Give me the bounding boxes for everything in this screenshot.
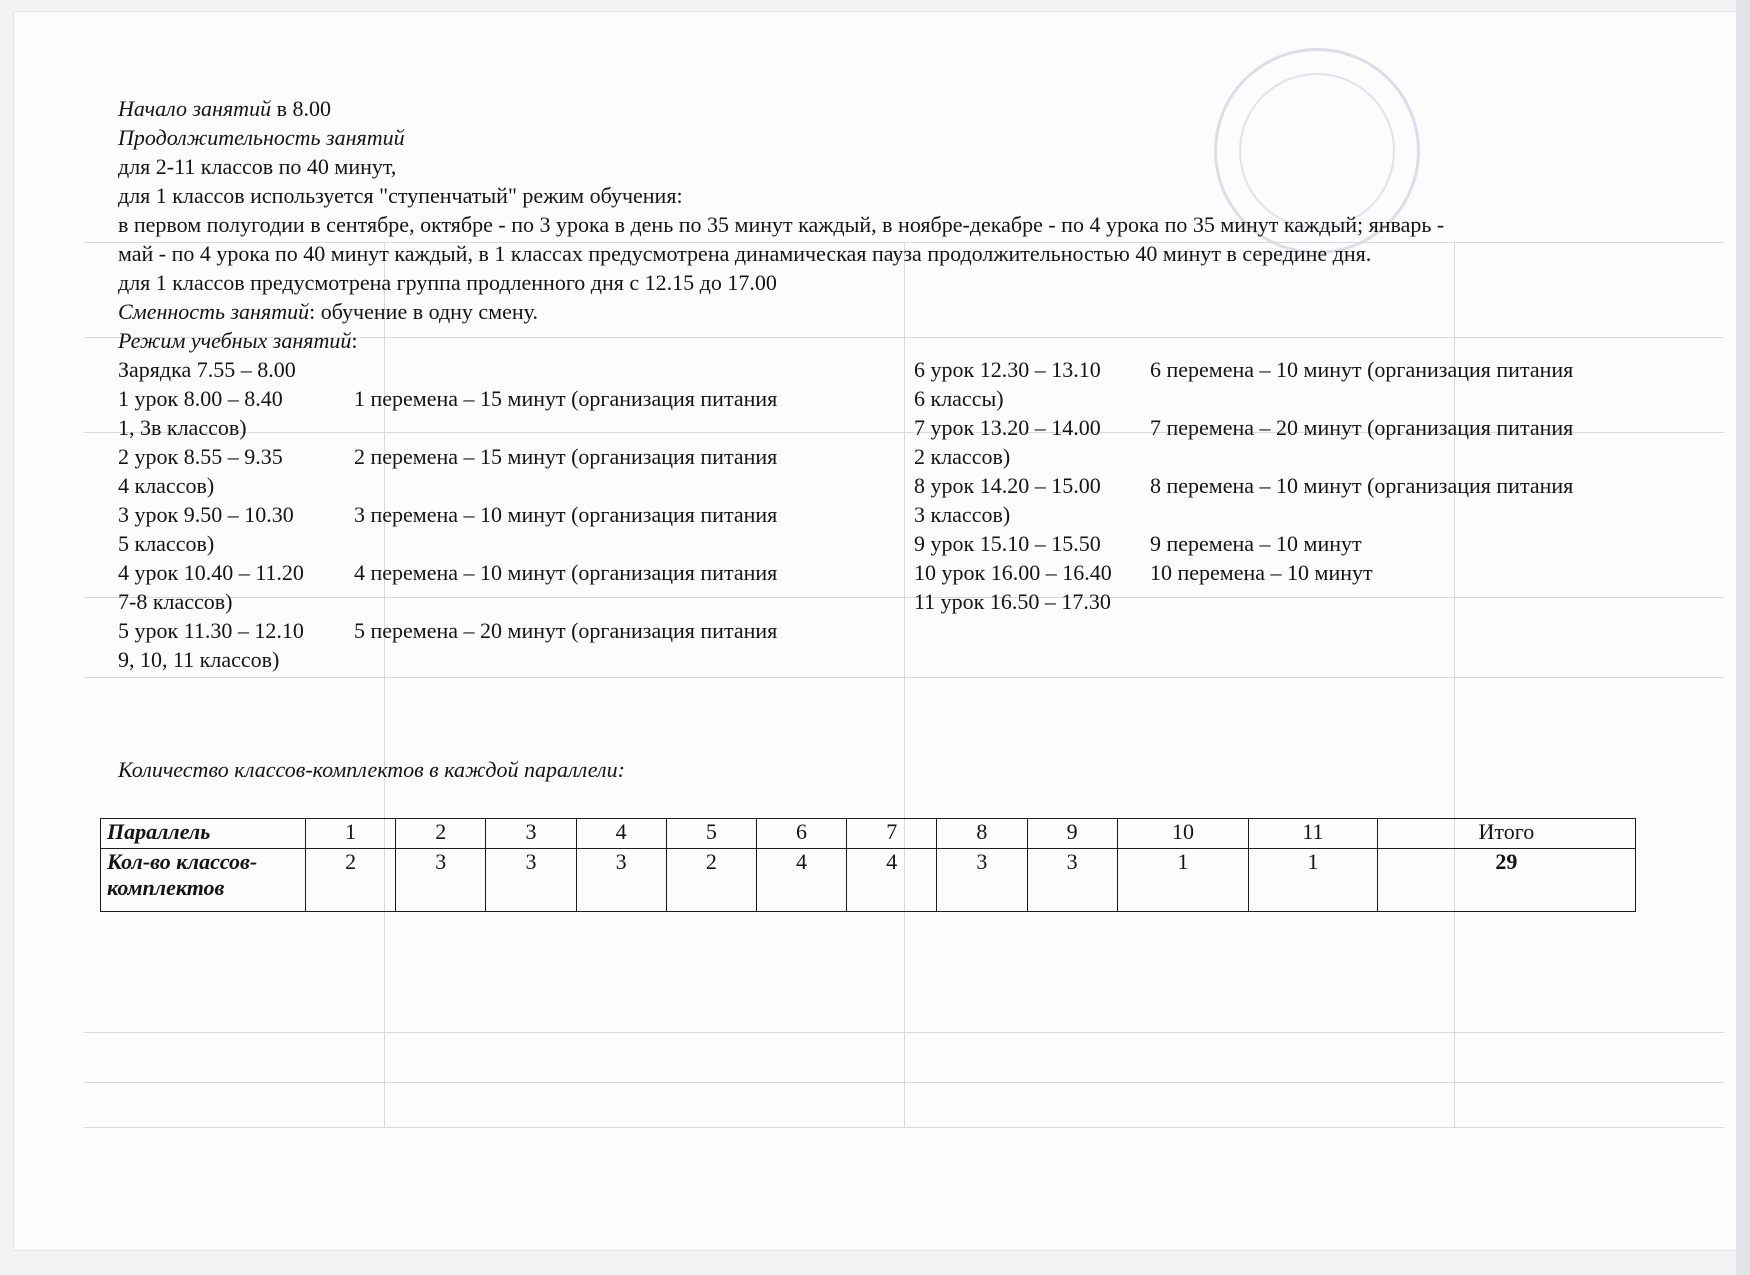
lesson-row-cont: 5 классов)	[118, 531, 215, 556]
count-cell: 2	[306, 849, 396, 912]
text-line: Зарядка 7.55 – 8.00	[118, 357, 296, 382]
text-line: Начало занятий в 8.00	[118, 96, 331, 121]
count-cell: 3	[486, 849, 576, 912]
class-sets-table	[100, 818, 1636, 912]
grade-cell: 4	[576, 819, 666, 849]
text-line: Режим учебных занятий:	[118, 328, 358, 353]
bleed-rule	[84, 1127, 1724, 1128]
lesson-row-cont: 2 классов)	[914, 444, 1011, 469]
text-line: Сменность занятий: обучение в одну смену.	[118, 299, 538, 324]
table-caption: Количество классов-комплектов в каждой параллели:	[118, 757, 625, 782]
lesson-row: 9 урок 15.10 – 15.50 9 перемена – 10 минут	[914, 531, 1362, 556]
count-cell: 4	[847, 849, 937, 912]
scan-edge	[1736, 0, 1750, 1275]
lesson-row-cont: 9, 10, 11 классов)	[118, 647, 280, 672]
count-cell: 1	[1249, 849, 1377, 912]
text-line: Продолжительность занятий	[118, 125, 405, 150]
grade-cell: 8	[937, 819, 1027, 849]
grade-cell: 5	[666, 819, 756, 849]
lesson-row-cont: 1, 3в классов)	[118, 415, 247, 440]
text-line: в первом полугодии в сентябре, октябре - по 3 урока в день по 35 минут каждый, в ноябре-декабре - по 4 урока по 35 минут каждый; январь -	[118, 212, 1445, 237]
total-header-cell: Итого	[1377, 819, 1635, 849]
lesson-row: 5 урок 11.30 – 12.10 5 перемена – 20 минут (организация питания	[118, 618, 778, 643]
lesson-row-cont: 7-8 классов)	[118, 589, 233, 614]
table-row	[101, 849, 1636, 912]
lesson-row: 2 урок 8.55 – 9.35 2 перемена – 15 минут (организация питания	[118, 444, 778, 469]
lesson-row: 1 урок 8.00 – 8.40 1 перемена – 15 минут (организация питания	[118, 386, 778, 411]
lesson-row: 6 урок 12.30 – 13.10 6 перемена – 10 минут (организация питания	[914, 357, 1574, 382]
lesson-row: 7 урок 13.20 – 14.00 7 перемена – 20 минут (организация питания	[914, 415, 1574, 440]
grade-cell: 3	[486, 819, 576, 849]
count-cell: 3	[396, 849, 486, 912]
count-cell: 1	[1117, 849, 1249, 912]
bleed-rule	[904, 242, 905, 1127]
lesson-row: 10 урок 16.00 – 16.40 10 перемена – 10 минут	[914, 560, 1373, 585]
text-line: для 2-11 классов по 40 минут,	[118, 154, 397, 179]
lesson-row: 4 урок 10.40 – 11.20 4 перемена – 10 минут (организация питания	[118, 560, 778, 585]
grade-cell: 6	[756, 819, 846, 849]
grade-cell: 7	[847, 819, 937, 849]
row-header: Кол-во классов-комплектов	[101, 849, 306, 912]
grade-cell: 11	[1249, 819, 1377, 849]
count-cell: 3	[576, 849, 666, 912]
table-row	[101, 819, 1636, 849]
count-cell: 3	[937, 849, 1027, 912]
lesson-row: 8 урок 14.20 – 15.00 8 перемена – 10 минут (организация питания	[914, 473, 1574, 498]
lesson-row-cont: 6 классы)	[914, 386, 1004, 411]
text-line: для 1 классов используется "ступенчатый" режим обучения:	[118, 183, 683, 208]
lesson-row: 3 урок 9.50 – 10.30 3 перемена – 10 минут (организация питания	[118, 502, 778, 527]
grade-cell: 2	[396, 819, 486, 849]
total-cell: 29	[1377, 849, 1635, 912]
grade-cell: 10	[1117, 819, 1249, 849]
bleed-rule	[384, 242, 385, 1127]
lesson-row-cont: 4 классов)	[118, 473, 215, 498]
lesson-row-cont: 3 классов)	[914, 502, 1011, 527]
lesson-row: 11 урок 16.50 – 17.30	[914, 589, 1111, 614]
count-cell: 4	[756, 849, 846, 912]
text-line: май - по 4 урока по 40 минут каждый, в 1 классах предусмотрена динамическая пауза продолжительностью 40 минут в середине дня.	[118, 241, 1372, 266]
grade-cell: 9	[1027, 819, 1117, 849]
grade-cell: 1	[306, 819, 396, 849]
row-header: Параллель	[101, 819, 306, 849]
count-cell: 2	[666, 849, 756, 912]
text-line: для 1 классов предусмотрена группа продленного дня с 12.15 до 17.00	[118, 270, 777, 295]
count-cell: 3	[1027, 849, 1117, 912]
